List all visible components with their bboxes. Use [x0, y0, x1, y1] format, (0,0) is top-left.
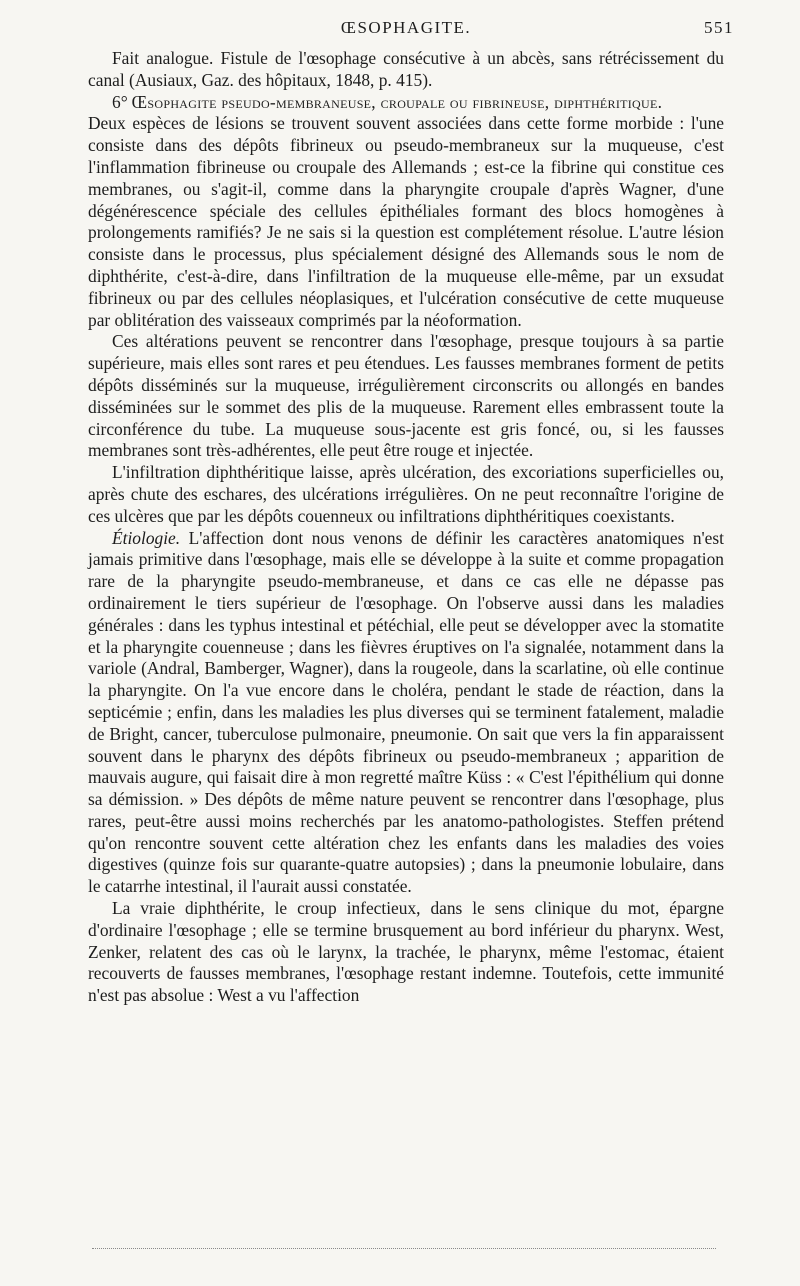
- paragraph-diphtherite: La vraie diphthérite, le croup infectieux, dans le sens clinique du mot, épargne d'ordinaire l'œsophage ; elle se termine brusquement au bord inférieur du pharynx. West, Zenker, relatent des cas où le larynx, la trachée, le pharynx, même l'estomac, étaient recouverts de fausses membranes, l'œsophage restant indemne. Toutefois, cette immunité n'est pas absolue : West a vu l'affection: [88, 898, 724, 1006]
- section-heading: Œsophagite pseudo-membraneuse, croupale ou fibrineuse, diphthéritique.: [131, 91, 663, 112]
- page-number: 551: [704, 18, 734, 37]
- etiologie-label: Étiologie.: [112, 527, 181, 548]
- section-number: 6°: [112, 91, 128, 112]
- paragraph-infiltration: L'infiltration diphthéritique laisse, après ulcération, des excoriations superficielles ou, après chute des eschares, des ulcérations irrégulières. On ne peut reconnaître l'origine de ces ulcères que par les dépôts couenneux ou infiltrations diphthéritiques coexistants.: [88, 462, 724, 526]
- paragraph-alterations: Ces altérations peuvent se rencontrer dans l'œsophage, presque toujours à sa partie supérieure, mais elles sont rares et peu étendues. Les fausses membranes forment de petits dépôts disséminés sur la muqueuse, irrégulièrement circonscrits ou allongés en bandes disséminées sur le sommet des plis de la muqueuse. Rarement elles embrassent toute la circonférence du tube. La muqueuse sous-jacente est gris foncé, ou, si les fausses membranes sont très-adhérentes, elle peut être rouge et injectée.: [88, 331, 724, 461]
- book-page: [88, 18, 734, 1007]
- running-title: ŒSOPHAGITE.: [340, 18, 472, 37]
- paragraph-etiologie: [88, 528, 724, 899]
- paragraph-heading: [88, 92, 724, 114]
- running-head: [88, 18, 734, 44]
- body-text: [88, 48, 724, 1007]
- paragraph-lesions: Deux espèces de lésions se trouvent souvent associées dans cette forme morbide : l'une consiste dans des dépôts fibrineux ou pseudo-membraneux sur la muqueuse, c'est l'inflammation fibrineuse ou croupale des Allemands ; est-ce la fibrine qui constitue ces membranes, ou s'agit-il, comme dans la pharyngite croupale d'après Wagner, d'une dégénérescence spéciale des cellules épithéliales formant des blocs homogènes à prolongements ramifiés? Je ne sais si la question est complétement résolue. L'autre lésion consiste dans le processus, plus spécialement désigné des Allemands sous le nom de diphthérite, c'est-à-dire, dans l'infiltration de la muqueuse elle-même, par un exsudat fibrineux ou par des cellules néoplasiques, et l'ulcération consécutive de cette muqueuse par oblitération des vaisseaux comprimés par la néoformation.: [88, 113, 724, 330]
- etiologie-text: L'affection dont nous venons de définir les caractères anatomiques n'est jamais primitive dans l'œsophage, mais elle se développe à la suite et comme propagation rare de la pharyngite pseudo-membraneuse, et dans ce cas elle ne dépasse pas ordinairement le tiers supérieur de l'œsophage. On l'observe aussi dans les maladies générales : dans les typhus intestinal et pétéchial, elle peut se développer avec la stomatite et la pharyngite couenneuse ; dans les fièvres éruptives on l'a signalée, notamment dans la variole (Andral, Bamberger, Wagner), dans la rougeole, dans la scarlatine, où elle continue la pharyngite. On l'a vue encore dans le choléra, pendant le stade de réaction, dans la septicémie ; enfin, dans les maladies les plus diverses qui se terminent fatalement, maladie de Bright, cancer, tuberculose pulmonaire, pneumonie. On sait que vers la fin apparaissent souvent dans le pharynx des dépôts fibrineux ou pseudo-membraneux ; apparition de mauvais augure, qui faisait dire à mon regretté maître Küss : « C'est l'épithélium qui donne sa démission. » Des dépôts de même nature peuvent se rencontrer dans l'œsophage, plus rares, peut-être aussi moins recherchés par les anatomo-pathologistes. Steffen prétend qu'on rencontre souvent cette altération chez les enfants dans les maladies des voies digestives (quinze fois sur quarante-quatre autopsies) ; dans la pneumonie lobulaire, dans le catarrhe intestinal, il l'aurait aussi constatée.: [88, 527, 724, 897]
- bottom-divider: [92, 1248, 716, 1249]
- paragraph-fistule: Fait analogue. Fistule de l'œsophage consécutive à un abcès, sans rétrécissement du canal (Ausiaux, Gaz. des hôpitaux, 1848, p. 415).: [88, 48, 724, 90]
